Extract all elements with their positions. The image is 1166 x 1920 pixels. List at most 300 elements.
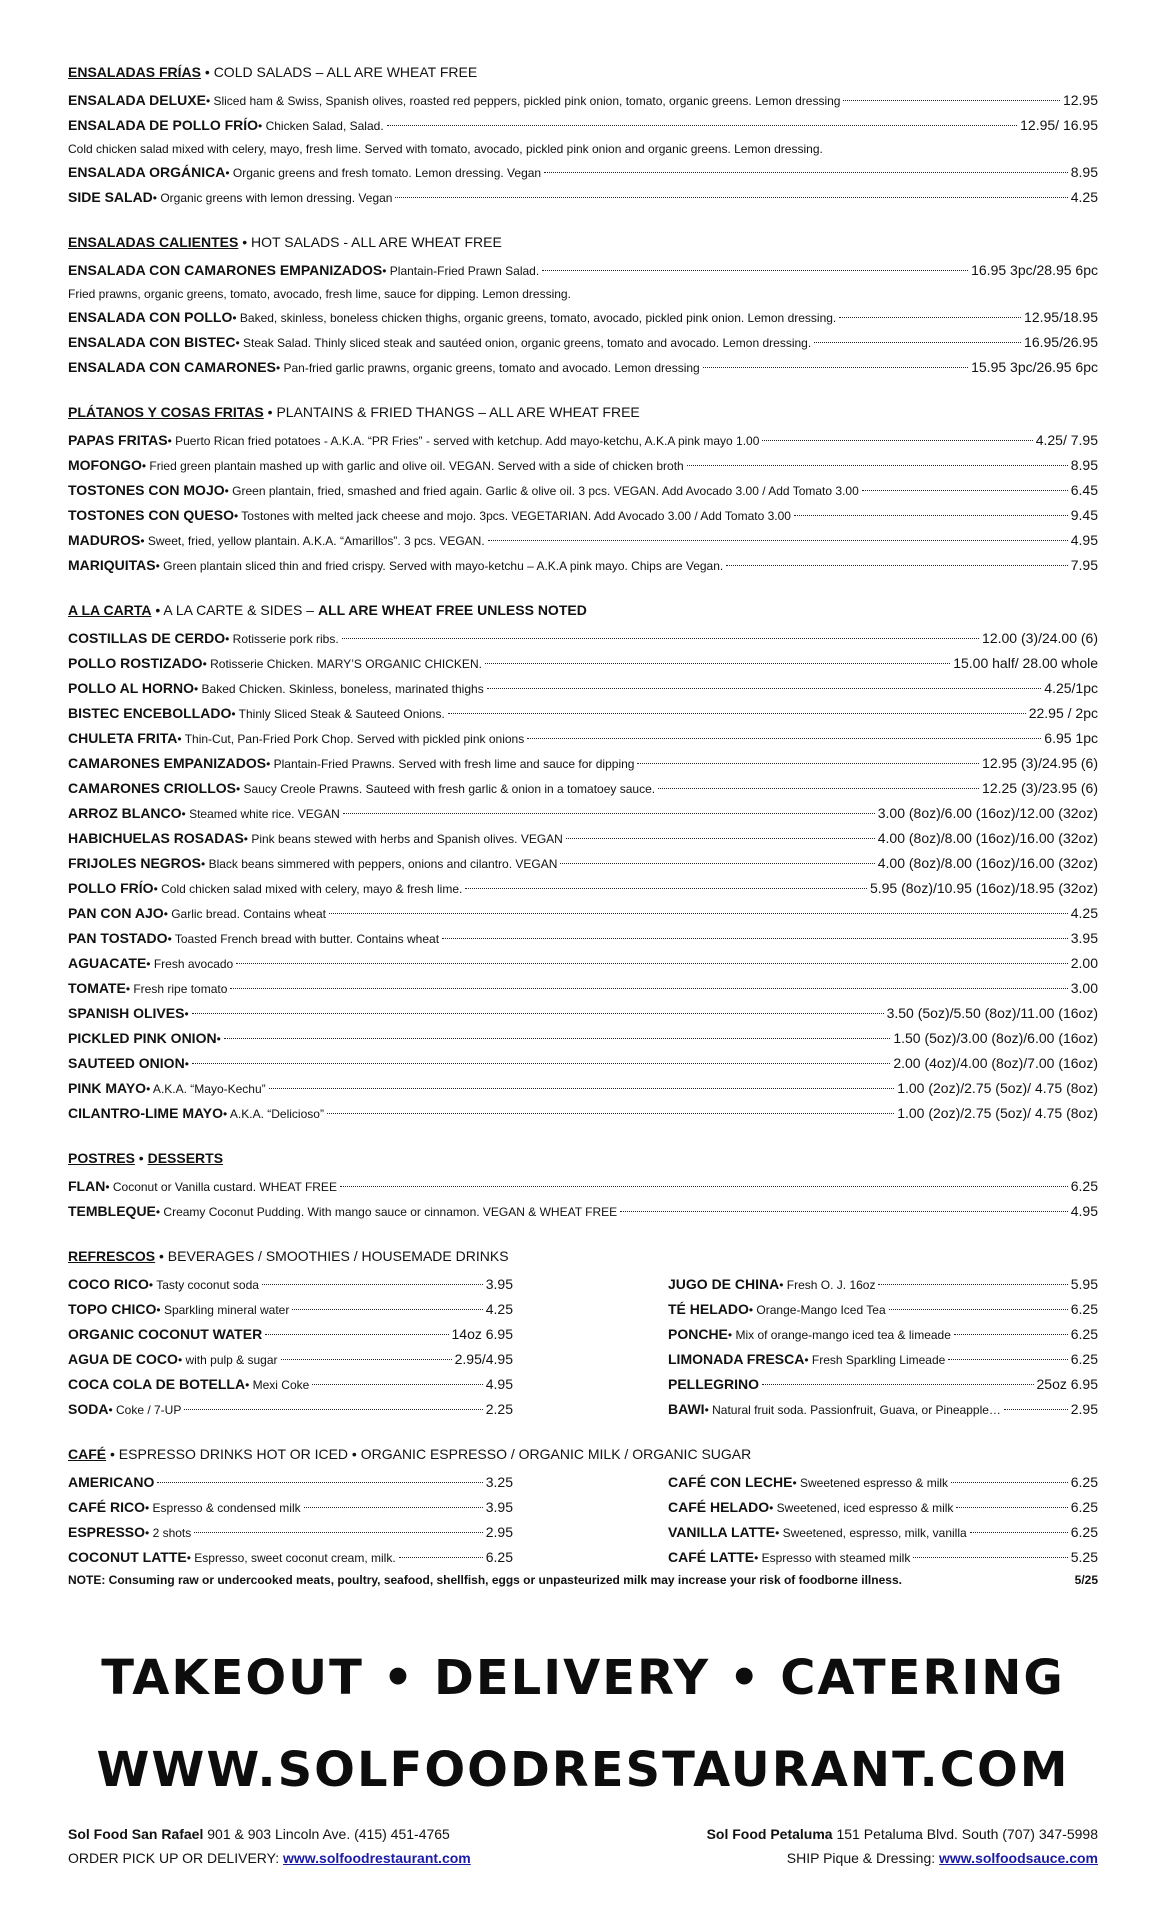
item-name: ESPRESSO (68, 1524, 146, 1540)
menu-item (68, 528, 1098, 553)
item-name: ENSALADA DELUXE (68, 92, 206, 108)
item-price: 1.50 (5oz)/3.00 (8oz)/6.00 (16oz) (893, 1030, 1098, 1046)
dot-leader (448, 713, 1026, 714)
item-name: ENSALADA CON POLLO (68, 309, 233, 325)
item-name: BAWI (668, 1401, 705, 1417)
menu-item (68, 258, 1098, 283)
dot-leader (236, 963, 1068, 964)
dot-leader (312, 1384, 482, 1385)
item-name: TOMATE (68, 980, 126, 996)
item-name: CAFÉ CON LECHE (668, 1474, 793, 1490)
foodborne-notice (68, 1570, 1098, 1590)
item-description: • Sliced ham & Swiss, Spanish olives, roasted red peppers, pickled pink onion, tomato, organic greens. Lemon dressing (205, 94, 841, 108)
menu-item (68, 1101, 1098, 1126)
menu-item (68, 851, 1098, 876)
menu-item (668, 1347, 1098, 1372)
dot-leader (465, 888, 867, 889)
item-price: 3.50 (5oz)/5.50 (8oz)/11.00 (16oz) (886, 1005, 1098, 1021)
item-price: 16.95/26.95 (1024, 334, 1098, 350)
section-title-en: • (134, 1150, 148, 1166)
menu-date: 5/25 (1074, 1573, 1098, 1587)
item-price: 6.25 (1070, 1474, 1098, 1490)
item-description: • Thinly Sliced Steak & Sauteed Onions. (231, 707, 445, 721)
dot-leader (281, 1359, 452, 1360)
item-price: 15.00 half/ 28.00 whole (953, 655, 1098, 671)
item-name: CAFÉ RICO (68, 1499, 145, 1515)
item-description: • Steamed white rice. VEGAN (181, 807, 340, 821)
item-description: • Orange-Mango Iced Tea (748, 1303, 886, 1317)
item-name: TOPO CHICO (68, 1301, 157, 1317)
menu-item (68, 160, 1098, 185)
section-title-en: • HOT SALADS - ALL ARE WHEAT FREE (238, 234, 502, 250)
item-price: 6.45 (1070, 482, 1098, 498)
menu-item (68, 1199, 1098, 1224)
dot-leader (340, 1186, 1068, 1187)
item-name: ENSALADA CON BISTEC (68, 334, 236, 350)
item-description: • Saucy Creole Prawns. Sauteed with fresh garlic & onion in a tomatoey sauce. (236, 782, 656, 796)
menu-item (68, 185, 1098, 210)
section-ensaladas-frias (68, 62, 1098, 210)
section-postres (68, 1148, 1098, 1224)
menu-item (68, 553, 1098, 578)
notice-text: NOTE: Consuming raw or undercooked meats, poultry, seafood, shellfish, eggs or unpasteurized milk may increase your risk of foodborne illness. (68, 1573, 902, 1587)
item-price: 4.00 (8oz)/8.00 (16oz)/16.00 (32oz) (877, 830, 1098, 846)
menu-item (68, 726, 1098, 751)
dot-leader (488, 540, 1068, 541)
menu-item (68, 701, 1098, 726)
item-name: PICKLED PINK ONION (68, 1030, 217, 1046)
item-price: 8.95 (1070, 457, 1098, 473)
dot-leader (329, 913, 1068, 914)
item-price: 4.25 (485, 1301, 513, 1317)
menu-item (68, 1322, 513, 1347)
item-description: • Green plantain sliced thin and fried crispy. Served with mayo-ketchu – A.K.A pink mayo. Chips are Vegan. (155, 559, 724, 573)
dot-leader (843, 100, 1059, 101)
item-description: • Sweetened espresso & milk (792, 1476, 949, 1490)
item-description: • Organic greens and fresh tomato. Lemon dressing. Vegan (225, 166, 542, 180)
item-price: 4.95 (1070, 532, 1098, 548)
item-name: TEMBLEQUE (68, 1203, 156, 1219)
menu-item (668, 1372, 1098, 1397)
item-price: 5.95 (1070, 1276, 1098, 1292)
menu-item (68, 626, 1098, 651)
item-name: MADUROS (68, 532, 141, 548)
menu-item (68, 1174, 1098, 1199)
dot-leader (951, 1482, 1068, 1483)
item-name: HABICHUELAS ROSADAS (68, 830, 244, 846)
item-name: ENSALADA ORGÁNICA (68, 164, 226, 180)
section-note: ALL ARE WHEAT FREE UNLESS NOTED (317, 602, 587, 618)
menu-item (668, 1397, 1098, 1422)
dot-leader (262, 1284, 483, 1285)
item-name: COCO RICO (68, 1276, 149, 1292)
dot-leader (839, 317, 1021, 318)
item-price: 16.95 3pc/28.95 6pc (971, 262, 1098, 278)
item-price: 12.95 (1062, 92, 1098, 108)
item-price: 6.25 (1070, 1351, 1098, 1367)
item-name: CAMARONES CRIOLLOS (68, 780, 236, 796)
item-description: • Sweet, fried, yellow plantain. A.K.A. “Amarillos”. 3 pcs. VEGAN. (140, 534, 485, 548)
item-description: • Cold chicken salad mixed with celery, mayo & fresh lime. (153, 882, 463, 896)
dot-leader (542, 270, 968, 271)
menu-item (668, 1322, 1098, 1347)
dot-leader (1004, 1409, 1068, 1410)
item-name: ENSALADA CON CAMARONES (68, 359, 276, 375)
section-platanos (68, 402, 1098, 578)
dot-leader (269, 1088, 895, 1089)
item-price: 9.45 (1070, 507, 1098, 523)
menu-item (68, 453, 1098, 478)
section-ensaladas-calientes (68, 232, 1098, 380)
menu-item (68, 1372, 513, 1397)
item-description: • Puerto Rican fried potatoes - A.K.A. “PR Fries” - served with ketchup. Add mayo-ketchu, A.K.A pink mayo 1.00 (167, 434, 760, 448)
item-description: • Natural fruit soda. Passionfruit, Guava, or Pineapple… (704, 1403, 1001, 1417)
menu-item (68, 751, 1098, 776)
item-price: 4.95 (485, 1376, 513, 1392)
restaurant-website-link[interactable]: www.solfoodrestaurant.com (283, 1850, 471, 1866)
item-name: SIDE SALAD (68, 189, 153, 205)
item-price: 8.95 (1070, 164, 1098, 180)
dot-leader (566, 838, 875, 839)
item-price: 3.00 (1070, 980, 1098, 996)
item-price: 4.25/ 7.95 (1035, 432, 1098, 448)
dot-leader (913, 1557, 1067, 1558)
menu-item (68, 876, 1098, 901)
item-description: • (184, 1057, 189, 1071)
item-price: 3.95 (485, 1499, 513, 1515)
item-name: LIMONADA FRESCA (668, 1351, 805, 1367)
dot-leader (878, 1284, 1067, 1285)
section-title-es: ENSALADAS FRÍAS (68, 64, 202, 80)
item-price: 6.25 (1070, 1178, 1098, 1194)
dot-leader (192, 1013, 884, 1014)
item-name: ORGANIC COCONUT WATER (68, 1326, 263, 1342)
item-name: TÉ HELADO (668, 1301, 749, 1317)
dot-leader (948, 1359, 1067, 1360)
beverages-left-column (68, 1272, 513, 1422)
menu-item (68, 330, 1098, 355)
item-name: ENSALADA CON CAMARONES EMPANIZADOS (68, 262, 383, 278)
dot-leader (230, 988, 1067, 989)
dot-leader (304, 1507, 483, 1508)
dot-leader (399, 1557, 483, 1558)
menu-item (668, 1470, 1098, 1495)
item-price: 6.25 (1070, 1326, 1098, 1342)
menu-item (68, 676, 1098, 701)
dot-leader (620, 1211, 1068, 1212)
menu-item (68, 651, 1098, 676)
dot-leader (637, 763, 979, 764)
item-name: MOFONGO (68, 457, 142, 473)
item-description: • Espresso & condensed milk (145, 1501, 301, 1515)
item-description: • Creamy Coconut Pudding. With mango sauce or cinnamon. VEGAN & WHEAT FREE (155, 1205, 618, 1219)
item-description: • Chicken Salad, Salad. (258, 119, 384, 133)
item-price: 3.95 (485, 1276, 513, 1292)
item-price: 2.00 (4oz)/4.00 (8oz)/7.00 (16oz) (893, 1055, 1098, 1071)
item-name: POLLO FRÍO (68, 880, 154, 896)
menu-item (68, 355, 1098, 380)
item-description: • Thin-Cut, Pan-Fried Pork Chop. Served with pickled pink onions (177, 732, 525, 746)
item-description: • Toasted French bread with butter. Contains wheat (167, 932, 440, 946)
dot-leader (343, 813, 875, 814)
item-description: • Espresso, sweet coconut cream, milk. (186, 1551, 396, 1565)
item-name: TOSTONES CON MOJO (68, 482, 225, 498)
item-description: • Baked Chicken. Skinless, boneless, marinated thighs (194, 682, 484, 696)
footer (68, 1822, 1098, 1870)
menu-sections (68, 62, 1098, 1224)
item-price: 3.25 (485, 1474, 513, 1490)
item-name: MARIQUITAS (68, 557, 156, 573)
item-name: POLLO AL HORNO (68, 680, 194, 696)
beverages-right-column (668, 1272, 1098, 1422)
menu-item (668, 1545, 1098, 1570)
item-description: • Green plantain, fried, smashed and fried again. Garlic & olive oil. 3 pcs. VEGAN. Add Avocado 3.00 / Add Tomato 3.00 (224, 484, 859, 498)
item-price: 12.00 (3)/24.00 (6) (982, 630, 1098, 646)
item-description: • Sparkling mineral water (156, 1303, 290, 1317)
dot-leader (342, 638, 979, 639)
menu-item (668, 1495, 1098, 1520)
item-price: 14oz 6.95 (451, 1326, 513, 1342)
dot-leader (192, 1063, 890, 1064)
dot-leader (544, 172, 1068, 173)
item-description: • A.K.A. “Delicioso” (223, 1107, 324, 1121)
dot-leader (762, 1384, 1033, 1385)
menu-item (668, 1520, 1098, 1545)
item-name: JUGO DE CHINA (668, 1276, 780, 1292)
item-name: COCONUT LATTE (68, 1549, 187, 1565)
item-price: 4.25/1pc (1044, 680, 1098, 696)
dot-leader (395, 197, 1067, 198)
item-description: • Sweetened, espresso, milk, vanilla (775, 1526, 967, 1540)
item-price: 12.95/ 16.95 (1020, 117, 1098, 133)
item-price: 1.00 (2oz)/2.75 (5oz)/ 4.75 (8oz) (897, 1080, 1098, 1096)
item-price: 3.95 (1070, 930, 1098, 946)
item-price: 4.95 (1070, 1203, 1098, 1219)
dot-leader (658, 788, 979, 789)
item-name: SODA (68, 1401, 109, 1417)
section-heading (68, 1148, 1098, 1168)
menu-item (668, 1297, 1098, 1322)
item-description: • Fresh ripe tomato (125, 982, 228, 996)
dot-leader (184, 1409, 482, 1410)
item-name: ARROZ BLANCO (68, 805, 182, 821)
menu-item (68, 428, 1098, 453)
item-description: • Plantain-Fried Prawns. Served with fresh lime and sauce for dipping (266, 757, 635, 771)
item-name: FRIJOLES NEGROS (68, 855, 202, 871)
dot-leader (485, 663, 950, 664)
menu-item (668, 1272, 1098, 1297)
menu-item (68, 1001, 1098, 1026)
item-description: • Steak Salad. Thinly sliced steak and sautéed onion, organic greens, tomato and avocado. Lemon dressing. (235, 336, 812, 350)
item-name: BISTEC ENCEBOLLADO (68, 705, 232, 721)
menu-item (68, 776, 1098, 801)
menu-item (68, 1347, 513, 1372)
dot-leader (862, 490, 1068, 491)
menu-item (68, 826, 1098, 851)
item-description: • Fresh O. J. 16oz (779, 1278, 876, 1292)
item-price: 2.00 (1070, 955, 1098, 971)
sauce-website-link[interactable]: www.solfoodsauce.com (939, 1850, 1098, 1866)
item-name: FLAN (68, 1178, 106, 1194)
menu-item (68, 305, 1098, 330)
item-description: • Fresh Sparkling Limeade (804, 1353, 946, 1367)
dot-leader (157, 1482, 482, 1483)
item-description: • Plantain-Fried Prawn Salad. (382, 264, 540, 278)
item-name: VANILLA LATTE (668, 1524, 776, 1540)
section-heading: CAFÉ • ESPRESSO DRINKS HOT OR ICED • ORGANIC ESPRESSO / ORGANIC MILK / ORGANIC SUGAR (68, 1446, 752, 1462)
section-heading (68, 402, 1098, 422)
dot-leader (560, 863, 874, 864)
menu-item (68, 1545, 513, 1570)
section-title-es: PLÁTANOS Y COSAS FRITAS (68, 404, 264, 420)
item-price: 7.95 (1070, 557, 1098, 573)
item-note: Fried prawns, organic greens, tomato, avocado, fresh lime, sauce for dipping. Lemon dressing. (68, 287, 571, 301)
item-description: • Coke / 7-UP (108, 1403, 182, 1417)
item-description: • Black beans simmered with peppers, onions and cilantro. VEGAN (201, 857, 558, 871)
menu-item (68, 478, 1098, 503)
item-name: CILANTRO-LIME MAYO (68, 1105, 224, 1121)
item-name: PAPAS FRITAS (68, 432, 168, 448)
dot-leader (487, 688, 1042, 689)
item-name: PAN TOSTADO (68, 930, 168, 946)
item-note: Cold chicken salad mixed with celery, mayo, fresh lime. Served with tomato, avocado, pickled pink onion and organic greens. Lemon dressing. (68, 142, 823, 156)
item-name: PAN CON AJO (68, 905, 164, 921)
item-price: 3.00 (8oz)/6.00 (16oz)/12.00 (32oz) (877, 805, 1098, 821)
item-price: 2.25 (485, 1401, 513, 1417)
services-banner: TAKEOUT • DELIVERY • CATERING (101, 1650, 1065, 1706)
item-description: • Organic greens with lemon dressing. Vegan (152, 191, 393, 205)
item-description: • Mix of orange-mango iced tea & limeade (727, 1328, 951, 1342)
menu-item (68, 1076, 1098, 1101)
item-description: • Fried green plantain mashed up with garlic and olive oil. VEGAN. Served with a side of chicken broth (141, 459, 684, 473)
item-price: 5.25 (1070, 1549, 1098, 1565)
section-title-en: • A LA CARTE & SIDES – (151, 602, 318, 618)
menu-item (68, 1470, 513, 1495)
menu-item (68, 1051, 1098, 1076)
item-price: 4.25 (1070, 189, 1098, 205)
item-name: POLLO ROSTIZADO (68, 655, 203, 671)
item-name: PONCHE (668, 1326, 728, 1342)
item-name: CHULETA FRITA (68, 730, 178, 746)
item-price: 4.00 (8oz)/8.00 (16oz)/16.00 (32oz) (877, 855, 1098, 871)
menu-item (68, 113, 1098, 138)
san-rafael-location: Sol Food San Rafael 901 & 903 Lincoln Ave. (415) 451-4765 (68, 1826, 450, 1842)
item-description: • Tostones with melted jack cheese and mojo. 3pcs. VEGETARIAN. Add Avocado 3.00 / Add Tomato 3.00 (233, 509, 791, 523)
section-a-la-carta (68, 600, 1098, 1126)
dot-leader (327, 1113, 894, 1114)
dot-leader (970, 1532, 1068, 1533)
section-title-en: • COLD SALADS – ALL ARE WHEAT FREE (201, 64, 478, 80)
dot-leader (956, 1507, 1067, 1508)
menu-item (68, 1026, 1098, 1051)
menu-page (68, 62, 1098, 1590)
section-heading: REFRESCOS • BEVERAGES / SMOOTHIES / HOUSEMADE DRINKS (68, 1248, 509, 1264)
menu-item (68, 1397, 513, 1422)
item-price: 12.95/18.95 (1024, 309, 1098, 325)
item-description: • Coconut or Vanilla custard. WHEAT FREE (105, 1180, 337, 1194)
menu-item (68, 1495, 513, 1520)
ship-line: SHIP Pique & Dressing: www.solfoodsauce.com (786, 1850, 1098, 1866)
menu-item (68, 1297, 513, 1322)
dot-leader (762, 440, 1032, 441)
section-heading (68, 600, 1098, 620)
item-name: AGUA DE COCO (68, 1351, 178, 1367)
section-title-es: A LA CARTA (68, 602, 152, 618)
item-price: 2.95 (485, 1524, 513, 1540)
menu-item (68, 1272, 513, 1297)
item-description: • Espresso with steamed milk (754, 1551, 911, 1565)
section-heading (68, 232, 1098, 252)
dot-leader (703, 367, 968, 368)
item-description: • Tasty coconut soda (148, 1278, 259, 1292)
dot-leader (387, 125, 1017, 126)
item-price: 25oz 6.95 (1036, 1376, 1098, 1392)
petaluma-location: Sol Food Petaluma 151 Petaluma Blvd. South (707) 347-5998 (706, 1826, 1098, 1842)
item-price: 12.25 (3)/23.95 (6) (982, 780, 1098, 796)
section-refrescos (68, 1246, 1098, 1422)
dot-leader (794, 515, 1068, 516)
item-description: • Garlic bread. Contains wheat (163, 907, 326, 921)
item-name: ENSALADA DE POLLO FRÍO (68, 117, 259, 133)
dot-leader (726, 565, 1068, 566)
section-title-es: POSTRES (68, 1150, 135, 1166)
item-description: • Mexi Coke (245, 1378, 310, 1392)
section-cafe (68, 1444, 1098, 1590)
item-price: 6.25 (485, 1549, 513, 1565)
section-title-es: ENSALADAS CALIENTES (68, 234, 239, 250)
item-price: 1.00 (2oz)/2.75 (5oz)/ 4.75 (8oz) (897, 1105, 1098, 1121)
item-name: AGUACATE (68, 955, 147, 971)
item-name: TOSTONES CON QUESO (68, 507, 234, 523)
cafe-right-column (668, 1470, 1098, 1570)
item-price: 6.25 (1070, 1524, 1098, 1540)
item-name: PINK MAYO (68, 1080, 147, 1096)
item-price: 6.25 (1070, 1301, 1098, 1317)
dot-leader (442, 938, 1068, 939)
item-description: • (184, 1007, 189, 1021)
menu-item (68, 976, 1098, 1001)
item-description: • (216, 1032, 221, 1046)
item-description: • Pink beans stewed with herbs and Spanish olives. VEGAN (243, 832, 563, 846)
item-description: • Sweetened, iced espresso & milk (769, 1501, 954, 1515)
item-price: 15.95 3pc/26.95 6pc (971, 359, 1098, 375)
item-name: CAFÉ HELADO (668, 1499, 770, 1515)
item-description: • 2 shots (145, 1526, 192, 1540)
menu-item (68, 926, 1098, 951)
menu-item (68, 88, 1098, 113)
section-title-en: • PLANTAINS & FRIED THANGS – ALL ARE WHEAT FREE (263, 404, 640, 420)
item-description: • Fresh avocado (146, 957, 234, 971)
item-price: 5.95 (8oz)/10.95 (16oz)/18.95 (32oz) (869, 880, 1098, 896)
cafe-left-column (68, 1470, 513, 1570)
item-description: • Rotisserie pork ribs. (225, 632, 339, 646)
item-price: 6.95 1pc (1044, 730, 1098, 746)
item-description: • with pulp & sugar (177, 1353, 278, 1367)
item-name: PELLEGRINO (668, 1376, 760, 1392)
item-description: • Pan-fried garlic prawns, organic greens, tomato and avocado. Lemon dressing (275, 361, 700, 375)
dot-leader (889, 1309, 1068, 1310)
dot-leader (527, 738, 1041, 739)
dot-leader (265, 1334, 448, 1335)
item-price: 6.25 (1070, 1499, 1098, 1515)
order-line: ORDER PICK UP OR DELIVERY: www.solfoodrestaurant.com (68, 1850, 471, 1866)
item-name: SPANISH OLIVES (68, 1005, 185, 1021)
dot-leader (194, 1532, 482, 1533)
section-title-en: DESSERTS (147, 1150, 224, 1166)
item-price: 12.95 (3)/24.95 (6) (982, 755, 1098, 771)
item-name: CAFÉ LATTE (668, 1549, 755, 1565)
menu-item (68, 951, 1098, 976)
